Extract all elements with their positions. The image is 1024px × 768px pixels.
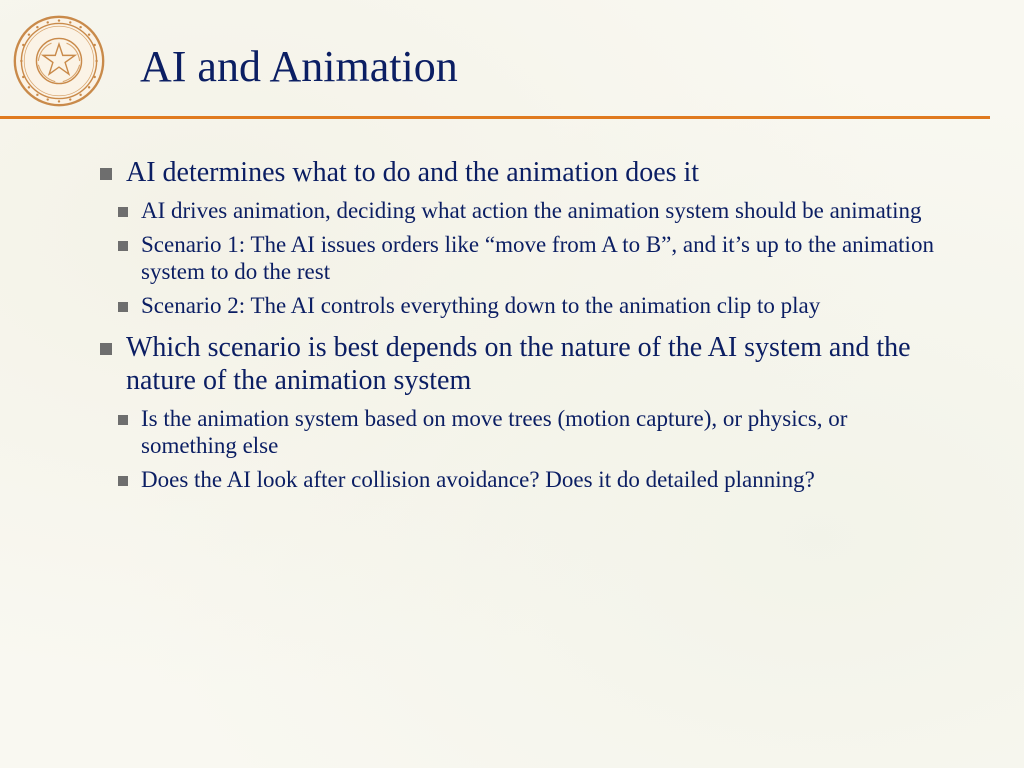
- square-bullet-icon: [100, 168, 112, 180]
- sub-bullet-text: Is the animation system based on move trees (motion capture), or physics, or something else: [141, 406, 848, 458]
- sub-bullet-text: Scenario 1: The AI issues orders like “move from A to B”, and it’s up to the animation system to do the rest: [141, 232, 934, 284]
- university-seal-logo: [12, 14, 106, 108]
- sub-bullet-text: Does the AI look after collision avoidance? Does it do detailed planning?: [141, 467, 815, 492]
- square-bullet-icon: [118, 415, 128, 425]
- bullet-item: [96, 156, 946, 189]
- sub-bullet-item: [96, 466, 946, 493]
- square-bullet-icon: [118, 476, 128, 486]
- sub-bullet-list: [96, 405, 946, 493]
- bullet-text: Which scenario is best depends on the nature of the AI system and the nature of the animation system: [126, 332, 911, 396]
- slide-title: AI and Animation: [140, 42, 458, 91]
- sub-bullet-item: [96, 405, 946, 459]
- sub-bullet-item: [96, 231, 946, 285]
- bullet-item: [96, 331, 946, 397]
- square-bullet-icon: [118, 302, 128, 312]
- bullet-text: AI determines what to do and the animation does it: [126, 157, 700, 188]
- bullet-content: [96, 156, 946, 505]
- sub-bullet-text: AI drives animation, deciding what action the animation system should be animating: [141, 198, 922, 223]
- sub-bullet-item: [96, 197, 946, 224]
- sub-bullet-text: Scenario 2: The AI controls everything down to the animation clip to play: [141, 293, 821, 318]
- title-divider: [0, 116, 990, 119]
- square-bullet-icon: [118, 207, 128, 217]
- sub-bullet-list: [96, 197, 946, 319]
- square-bullet-icon: [100, 343, 112, 355]
- sub-bullet-item: [96, 292, 946, 319]
- square-bullet-icon: [118, 241, 128, 251]
